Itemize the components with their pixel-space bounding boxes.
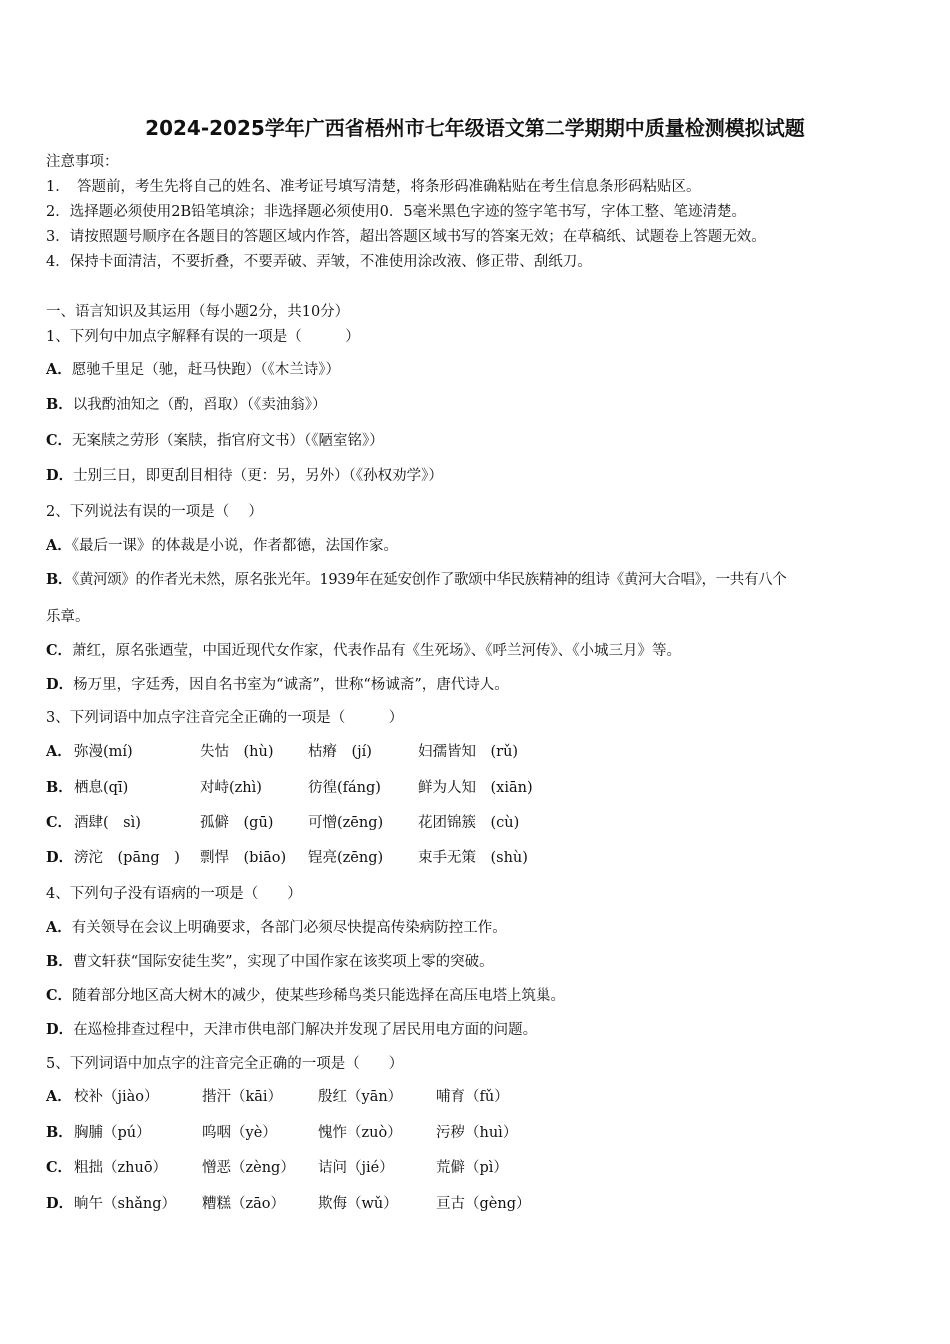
question-2-option-b: B．《黄河颂》的作者光未然，原名张光年。1939年在延安创作了歌颂中华民族精神的组诗《黄河大合唱》，一共有八个 xyxy=(46,571,787,588)
notice-item: 3．请按照题号顺序在各题目的答题区域内作答，超出答题区域书写的答案无效；在草稿纸、试题卷上答题无效。 xyxy=(46,229,766,245)
section-heading: 一、语言知识及其运用（每小题2分，共10分） xyxy=(46,304,350,320)
question-2-option-c: C．萧红，原名张迺莹，中国近现代女作家，代表作品有《生死场》、《呼兰河传》、《小城三月》等。 xyxy=(46,642,682,659)
question-4-option-d: D．在巡检排查过程中，天津市供电部门解决并发现了居民用电方面的问题。 xyxy=(46,1021,538,1038)
question-4-option-c: C．随着部分地区高大树木的减少，使某些珍稀鸟类只能选择在高压电塔上筑巢。 xyxy=(46,987,566,1004)
notice-item: 1． 答题前，考生先将自己的姓名、准考证号填写清楚，将条形码准确粘贴在考生信息条形码粘贴区。 xyxy=(46,179,701,195)
question-1-option-c: C．无案牍之劳形（案牍，指官府文书）（《陋室铭》） xyxy=(46,432,384,449)
question-2-option-a: A．《最后一课》的体裁是小说，作者都德，法国作家。 xyxy=(46,537,399,554)
question-4-option-a: A．有关领导在会议上明确要求，各部门必须尽快提高传染病防控工作。 xyxy=(46,919,507,936)
question-2-option-d: D．杨万里，字廷秀，因自名书室为“诚斋”，世称“杨诚斋”，唐代诗人。 xyxy=(46,676,509,693)
question-2-stem: 2、下列说法有误的一项是（ ） xyxy=(46,504,263,520)
question-1-stem: 1、下列句中加点字解释有误的一项是（ ） xyxy=(46,329,360,345)
notice-heading: 注意事项： xyxy=(46,154,119,170)
question-4-stem: 4、下列句子没有语病的一项是（ ） xyxy=(46,886,302,902)
question-2-option-b-cont: 乐章。 xyxy=(46,609,90,625)
notice-item: 4．保持卡面清洁，不要折叠，不要弄破、弄皱，不准使用涂改液、修正带、刮纸刀。 xyxy=(46,254,592,270)
notice-item: 2．选择题必须使用2B铅笔填涂；非选择题必须使用0．5毫米黑色字迹的签字笔书写，字体工整、笔迹清楚。 xyxy=(46,204,747,220)
question-4-option-b: B．曹文轩获“国际安徒生奖”，实现了中国作家在该奖项上零的突破。 xyxy=(46,953,494,970)
question-1-option-a: A．愿驰千里足（驰，赶马快跑）（《木兰诗》） xyxy=(46,361,341,378)
question-3-stem: 3、下列词语中加点字注音完全正确的一项是（ ） xyxy=(46,710,404,726)
page-title: 2024-2025学年广西省梧州市七年级语文第二学期期中质量检测模拟试题 xyxy=(145,116,805,140)
exam-page: 2024-2025学年广西省梧州市七年级语文第二学期期中质量检测模拟试题 注意事项： 1． 答题前，考生先将自己的姓名、准考证号填写清楚，将条形码准确粘贴在考生信息条形码粘贴区。 2．选择题必须使用2B铅笔填涂；非选择题必须使用0．5毫米黑色字迹的签字笔书写，字体工整、笔迹清楚。 3．请按照题号顺序在各题目的答题区域内作答，超出答题区域书写的答案无效；在草稿纸、试题卷上答题无效。 4．保持卡面清洁，不要折叠，不要弄破、弄皱，不准使用涂改液、修正带、刮纸刀。 一、语言知识及其运用（每小题2分，共10分） 1、下列句中加点字解释有误的一项是（ ） A．愿驰千里足（驰，赶马快跑）（《木兰诗》） B．以我酌油知之（酌，舀取）（《卖油翁》） C．无案牍之劳形（案牍，指官府文书）（《陋室铭》） D．士别三日，即更刮目相待（更：另，另外）（《孙权劝学》） 2、下列说法有误的一项是（ ） A．《最后一课》的体裁是小说，作者都德，法国作家。 B．《黄河颂》的作者光未然，原名张光年。1939年在延安创作了歌颂中华民族精神的组诗《黄河大合唱》，一共有八个 乐章。 C．萧红，原名张迺莹，中国近现代女作家，代表作品有《生死场》、《呼兰河传》、《小城三月》等。 D．杨万里，字廷秀，因自名书室为“诚斋”，世称“杨诚斋”，唐代诗人。 3、下列词语中加点字注音完全正确的一项是（ ） A． 弥漫(mí) 失怙 (hù) 枯瘠 (jí) 妇孺皆知 (rǔ) B． 栖息(qī) 对峙(zhì) 彷徨(fáng) 鲜为人知 (xiān) C． 酒肆( sì) 孤僻 (gū) 可憎(zēng) 花团锦簇 (cù) D． 滂沱 (pāng ) 剽悍 (biāo) 锃亮(zēng) 束手无策 (shù) 4、下列句子没有语病的一项是（ ） A．有关领导在会议上明确要求，各部门必须尽快提高传染病防控工作。 B．曹文轩获“国际安徒生奖”，实现了中国作家在该奖项上零的突破。 C．随着部分地区高大树木的减少，使某些珍稀鸟类只能选择在高压电塔上筑巢。 D．在巡检排查过程中，天津市供电部门解决并发现了居民用电方面的问题。 5、下列词语中加点字的注音完全正确的一项是（ ） A． 校补（jiào） 揩汗（kāi） 殷红（yān） 哺育（fǔ） B． 胸脯（pú） 呜咽（yè） 愧怍（zuò） 污秽（huì） C． 粗拙（zhuō） 憎恶（zèng） 诘问（jié） 荒僻（pì） D． 晌午（shǎng） 糟糕（zāo） 欺侮（wǔ） 亘古（gèng） xyxy=(0,0,950,1344)
question-1-option-b: B．以我酌油知之（酌，舀取）（《卖油翁》） xyxy=(46,396,327,413)
question-1-option-d: D．士别三日，即更刮目相待（更：另，另外）（《孙权劝学》） xyxy=(46,467,443,484)
question-5-stem: 5、下列词语中加点字的注音完全正确的一项是（ ） xyxy=(46,1056,404,1072)
